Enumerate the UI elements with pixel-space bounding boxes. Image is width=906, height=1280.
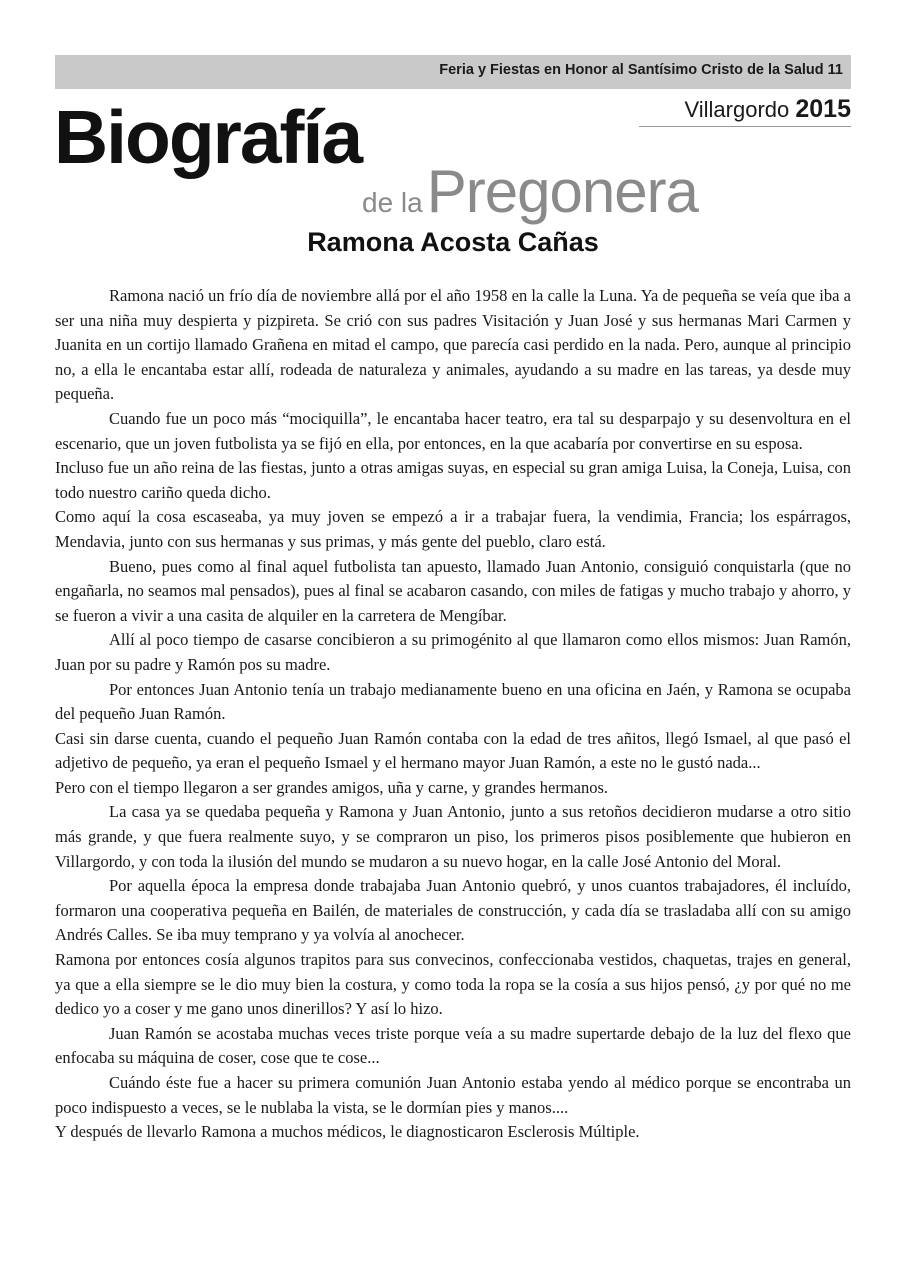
page-number: 11 (827, 62, 843, 78)
paragraph: Cuando fue un poco más “mociquilla”, le encantaba hacer teatro, era tal su desparpajo y su desenvoltura en el escenario, que un joven futbolista ya se fijó en ella, por entonces, en la que acabaría por convertirse en su esposa. (55, 408, 851, 453)
person-name: Ramona Acosta Cañas (307, 227, 599, 257)
paragraph: Cuándo éste fue a hacer su primera comunión Juan Antonio estaba yendo al médico porque se encontraba un poco indispuesto a veces, se le nublaba la vista, se le dormían pies y manos.... (55, 1073, 851, 1117)
subtitle-big: Pregonera (426, 158, 698, 225)
paragraph: Por aquella época la empresa donde trabajaba Juan Antonio quebró, y unos cuantos trabajadores, él incluído, formaron una cooperativa pequeña en Bailén, de materiales de construcción, y cada día se trasladaba allí con su amigo Andrés Calles. Se iba muy temprano y ya volvía al anochecer. (55, 876, 851, 945)
town-name: Villargordo (684, 97, 790, 122)
event-title: Feria y Fiestas en Honor al Santísimo Cristo de la Salud (439, 62, 824, 78)
town-year (639, 95, 851, 127)
subtitle-small: de la (362, 187, 423, 218)
article-body (55, 284, 851, 1145)
year: 2015 (795, 95, 851, 123)
paragraph: Ramona por entonces cosía algunos trapitos para sus convecinos, confeccionaba vestidos, chaquetas, trajes en general, ya que a ella siempre se le dio muy bien la costura, y como toda la ropa se la cosía a sus hijos pensó, ¿y por qué no me dedico yo a coser y me gano unos dinerillos? Y así lo hizo. (55, 950, 851, 1019)
paragraph: Bueno, pues como al final aquel futbolista tan apuesto, llamado Juan Antonio, consiguió conquistarla (que no engañarla, no seamos mal pensados), pues al final se acabaron casando, con miles de fatigas y mucho trabajo y ahorro, y se fueron a vivir a una casita de alquiler en la carretera de Mengíbar. (55, 556, 851, 625)
paragraph: Juan Ramón se acostaba muchas veces triste porque veía a su madre supertarde debajo de la luz del flexo que enfocaba su máquina de coser, cose que te cose... (55, 1023, 851, 1068)
paragraph: La casa ya se quedaba pequeña y Ramona y Juan Antonio, junto a sus retoños decidieron mudarse a otro sitio más grande, y que fuera realmente suyo, y se compraron un piso, los primeros pisos posiblemente que hubieron en Villargordo, y con toda la ilusión del mundo se mudaron a su nuevo hogar, en la calle José Antonio del Moral. (55, 802, 851, 871)
header-bar (55, 55, 851, 89)
paragraph: Casi sin darse cuenta, cuando el pequeño Juan Ramón contaba con la edad de tres añitos, llegó Ismael, al que pasó el adjetivo de pequeño, ya eran el pequeño Ismael y el hermano mayor Juan Ramón, a este no le gustó nada... (55, 728, 851, 773)
page-title: Biografía (54, 95, 362, 179)
paragraph: Incluso fue un año reina de las fiestas, junto a otras amigas suyas, en especial su gran amiga Luisa, la Coneja, Luisa, con todo nuestro cariño queda dicho. (55, 458, 851, 502)
paragraph: Allí al poco tiempo de casarse concibieron a su primogénito al que llamaron como ellos mismos: Juan Ramón, Juan por su padre y Ramón pos su madre. (55, 630, 851, 674)
paragraph: Ramona nació un frío día de noviembre allá por el año 1958 en la calle la Luna. Ya de pequeña se veía que iba a ser una niña muy despierta y pizpireta. Se crió con sus padres Visitación y Juan José y sus hermanas Mari Carmen y Juanita en un cortijo llamado Grañena en mitad el campo, que parecía casi perdido en la nada. Pero, aunque al principio no, a ella le encantaba estar allí, rodeada de naturaleza y animales, ayudando a su madre en las tareas, ya desde muy pequeña. (55, 286, 851, 404)
paragraph: Por entonces Juan Antonio tenía un trabajo medianamente bueno en una oficina en Jaén, y Ramona se ocupaba del pequeño Juan Ramón. (55, 679, 851, 724)
page-subtitle (362, 158, 698, 225)
paragraph: Y después de llevarlo Ramona a muchos médicos, le diagnosticaron Esclerosis Múltiple. (55, 1122, 640, 1142)
header-title (439, 62, 843, 78)
paragraph: Pero con el tiempo llegaron a ser grandes amigos, uña y carne, y grandes hermanos. (55, 777, 609, 797)
paragraph: Como aquí la cosa escaseaba, ya muy joven se empezó a ir a trabajar fuera, la vendimia, Francia; los espárragos, Mendavia, junto con sus hermanas y sus primas, y más gente del pueblo, claro está. (55, 507, 851, 551)
